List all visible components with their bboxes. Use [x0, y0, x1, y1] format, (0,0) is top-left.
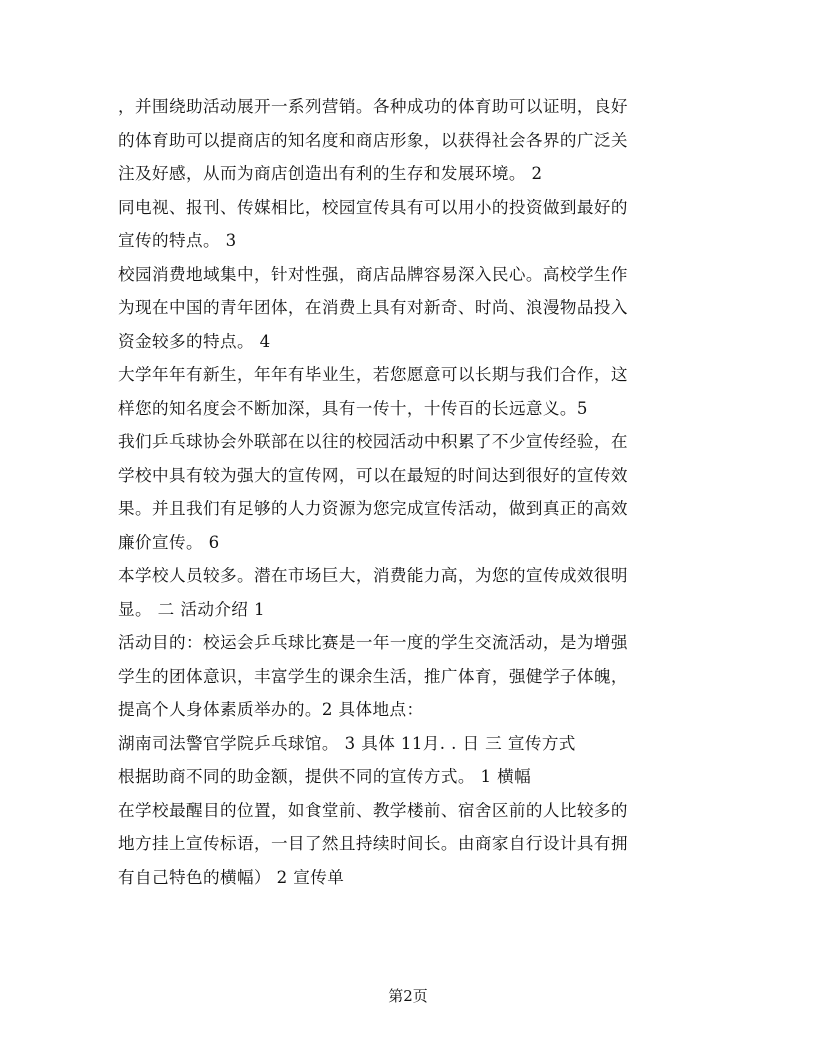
text-line-13: 果。并且我们有足够的人力资源为您完成宣传活动，做到真正的高效 — [118, 499, 628, 518]
text-line-6: 校园消费地域集中，针对性强，商店品牌容易深入民心。高校学生作 — [118, 264, 628, 284]
text-line-8: 资金较多的特点。 4 — [118, 331, 271, 351]
text-line-1: ，并围绕助活动展开一系列营销。各种成功的体育助可以证明，良好 — [118, 97, 628, 116]
text-line-16: 显。 二 活动介绍 1 — [118, 599, 265, 619]
text-line-3: 注及好感，从而为商店创造出有利的生存和发展环境。 2 — [118, 164, 543, 183]
text-line-22: 在学校最醒目的位置，如食堂前、教学楼前、宿舍区前的人比较多的 — [118, 800, 628, 820]
text-line-20: 湖南司法警官学院乒乓球馆。 3 具体 11月. . 日 三 宣传方式 — [118, 733, 576, 753]
text-line-7: 为现在中国的青年团体，在消费上具有对新奇、时尚、浪漫物品投入 — [118, 298, 628, 317]
text-line-4: 同电视、报刊、传媒相比，校园宣传具有可以用小的投资做到最好的 — [118, 197, 628, 217]
text-line-17: 活动目的：校运会乒乓球比赛是一年一度的学生交流活动，是为增强 — [118, 633, 628, 652]
document-body — [118, 90, 698, 894]
text-line-23: 地方挂上宣传标语，一目了然且持续时间长。由商家自行设计具有拥 — [118, 834, 628, 853]
text-line-19: 提高个人身体素质举办的。2 具体地点： — [118, 700, 424, 719]
text-line-11: 我们乒乓球协会外联部在以往的校园活动中积累了不少宣传经验，在 — [118, 432, 628, 451]
text-line-14: 廉价宣传。 6 — [118, 532, 220, 552]
text-line-15: 本学校人员较多。潜在市场巨大，消费能力高，为您的宣传成效很明 — [118, 566, 628, 585]
text-line-5: 宣传的特点。 3 — [118, 231, 237, 250]
page-number: 第2页 — [388, 987, 428, 1005]
text-line-2: 的体育助可以提商店的知名度和商店形象，以获得社会各界的广泛关 — [118, 130, 628, 150]
text-line-21: 根据助商不同的助金额，提供不同的宣传方式。 1 横幅 — [118, 767, 532, 786]
text-line-24: 有自己特色的横幅） 2 宣传单 — [118, 867, 345, 887]
text-line-12: 学校中具有较为强大的宣传网，可以在最短的时间达到很好的宣传效 — [118, 465, 628, 485]
text-line-9: 大学年年有新生，年年有毕业生，若您愿意可以长期与我们合作，这 — [118, 365, 628, 384]
text-line-18: 学生的团体意识，丰富学生的课余生活，推广体育，强健学子体魄， — [118, 666, 628, 686]
text-line-10: 样您的知名度会不断加深，具有一传十，十传百的长远意义。5 — [118, 398, 588, 418]
